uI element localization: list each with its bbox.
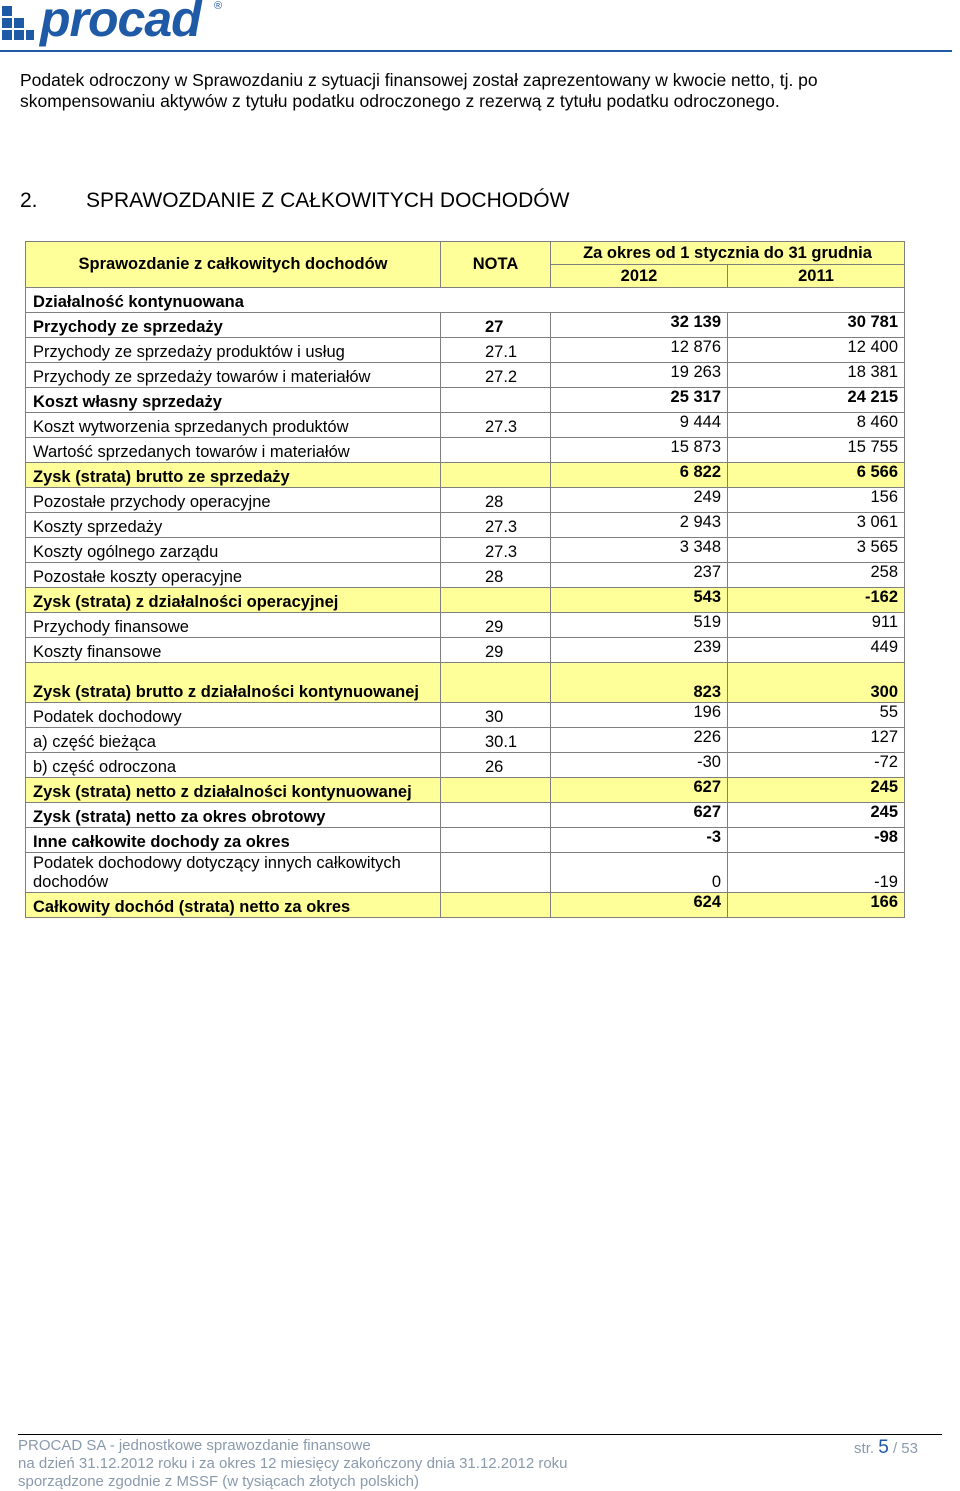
table-row <box>26 313 905 338</box>
row-label: Zysk (strata) z działalności operacyjnej <box>26 588 441 613</box>
row-value-2011: 156 <box>728 488 905 513</box>
table-row <box>26 563 905 588</box>
row-value-2012: 3 348 <box>551 538 728 563</box>
row-value-2012: 237 <box>551 563 728 588</box>
row-label: Zysk (strata) netto za okres obrotowy <box>26 803 441 828</box>
row-label: Pozostałe przychody operacyjne <box>26 488 441 513</box>
table-row <box>26 413 905 438</box>
row-label: Całkowity dochód (strata) netto za okres <box>26 893 441 918</box>
table-row <box>26 828 905 853</box>
row-value-2011: 127 <box>728 728 905 753</box>
procad-logo-icon <box>0 2 36 42</box>
row-value-2011: 12 400 <box>728 338 905 363</box>
intro-paragraph: Podatek odroczony w Sprawozdaniu z sytuacji finansowej został zaprezentowany w kwocie netto, tj. po skompensowaniu aktywów z tytułu podatku odroczonego z rezerwą z tytułu podatku odroczonego. <box>20 70 818 111</box>
row-value-2012: 196 <box>551 703 728 728</box>
row-label: Inne całkowite dochody za okres <box>26 828 441 853</box>
row-nota: 27.3 <box>441 538 551 563</box>
table-row <box>26 803 905 828</box>
row-nota: 27.3 <box>441 513 551 538</box>
row-value-2011: 3 061 <box>728 513 905 538</box>
row-value-2011: 55 <box>728 703 905 728</box>
section-heading: SPRAWOZDANIE Z CAŁKOWITYCH DOCHODÓW <box>86 189 570 212</box>
row-label: a) część bieżąca <box>26 728 441 753</box>
row-nota <box>441 663 551 703</box>
row-value-2011: -162 <box>728 588 905 613</box>
row-value-2012: 19 263 <box>551 363 728 388</box>
table-row <box>26 613 905 638</box>
footer-line-2: na dzień 31.12.2012 roku i za okres 12 miesięcy zakończony dnia 31.12.2012 roku <box>18 1455 568 1472</box>
row-label: Koszt własny sprzedaży <box>26 388 441 413</box>
row-label: Zysk (strata) brutto z działalności kontynuowanej <box>26 663 441 703</box>
row-value-2012: 0 <box>551 853 728 893</box>
row-nota <box>441 803 551 828</box>
row-value-2012: 226 <box>551 728 728 753</box>
footer-line-1: PROCAD SA - jednostkowe sprawozdanie finansowe <box>18 1437 371 1454</box>
page-prefix: str. <box>854 1440 875 1457</box>
row-label: Pozostałe koszty operacyjne <box>26 563 441 588</box>
table-row <box>26 703 905 728</box>
row-label: Podatek dochodowy dotyczący innych całkowitych dochodów <box>26 853 441 893</box>
row-value-2012: 624 <box>551 893 728 918</box>
procad-logo <box>0 0 240 48</box>
row-value-2011: 24 215 <box>728 388 905 413</box>
row-value-2011: -98 <box>728 828 905 853</box>
table-row <box>26 463 905 488</box>
row-nota: 28 <box>441 563 551 588</box>
row-nota <box>441 463 551 488</box>
row-value-2011: 911 <box>728 613 905 638</box>
row-value-2012: 9 444 <box>551 413 728 438</box>
row-value-2011: 449 <box>728 638 905 663</box>
brand-name: procad <box>40 0 201 47</box>
row-value-2011: 30 781 <box>728 313 905 338</box>
row-label: Koszty ogólnego zarządu <box>26 538 441 563</box>
row-value-2012: -3 <box>551 828 728 853</box>
row-value-2012: 519 <box>551 613 728 638</box>
row-value-2011: 3 565 <box>728 538 905 563</box>
row-label: Koszt wytworzenia sprzedanych produktów <box>26 413 441 438</box>
table-row <box>26 753 905 778</box>
table-row <box>26 893 905 918</box>
row-nota: 26 <box>441 753 551 778</box>
row-value-2012: 15 873 <box>551 438 728 463</box>
header-period: Za okres od 1 stycznia do 31 grudnia <box>551 242 905 265</box>
table-row <box>26 638 905 663</box>
row-nota <box>441 893 551 918</box>
header-statement: Sprawozdanie z całkowitych dochodów <box>26 242 441 288</box>
row-value-2012: 12 876 <box>551 338 728 363</box>
table-row <box>26 538 905 563</box>
row-value-2011: 245 <box>728 803 905 828</box>
row-value-2011: 6 566 <box>728 463 905 488</box>
row-value-2012: 249 <box>551 488 728 513</box>
row-value-2012: 32 139 <box>551 313 728 338</box>
page-current: 5 <box>878 1437 889 1458</box>
row-label: Zysk (strata) netto z działalności kontynuowanej <box>26 778 441 803</box>
income-statement-table <box>25 241 905 918</box>
row-nota <box>441 388 551 413</box>
row-value-2012: 823 <box>551 663 728 703</box>
table-row <box>26 853 905 893</box>
row-value-2012: -30 <box>551 753 728 778</box>
row-nota: 30 <box>441 703 551 728</box>
table-row <box>26 663 905 703</box>
header-rule <box>0 50 952 52</box>
row-nota: 29 <box>441 638 551 663</box>
section-label: Działalność kontynuowana <box>26 288 905 313</box>
row-value-2011: 15 755 <box>728 438 905 463</box>
row-label: Przychody ze sprzedaży <box>26 313 441 338</box>
row-label: Wartość sprzedanych towarów i materiałów <box>26 438 441 463</box>
row-nota: 30.1 <box>441 728 551 753</box>
row-value-2011: 300 <box>728 663 905 703</box>
table-row <box>26 388 905 413</box>
row-value-2011: 245 <box>728 778 905 803</box>
row-nota <box>441 778 551 803</box>
table-row <box>26 728 905 753</box>
row-value-2011: 258 <box>728 563 905 588</box>
table-row <box>26 513 905 538</box>
row-value-2011: -72 <box>728 753 905 778</box>
table-row <box>26 778 905 803</box>
header-year-2011: 2011 <box>728 265 905 288</box>
row-value-2012: 239 <box>551 638 728 663</box>
footer <box>18 1437 918 1491</box>
row-nota <box>441 588 551 613</box>
footer-line-3: sporządzone zgodnie z MSSF (w tysiącach złotych polskich) <box>18 1473 420 1490</box>
page-total: / 53 <box>892 1440 918 1457</box>
header-year-2012: 2012 <box>551 265 728 288</box>
row-value-2011: 8 460 <box>728 413 905 438</box>
row-value-2011: 166 <box>728 893 905 918</box>
row-value-2012: 6 822 <box>551 463 728 488</box>
row-label: b) część odroczona <box>26 753 441 778</box>
row-label: Koszty finansowe <box>26 638 441 663</box>
row-label: Przychody finansowe <box>26 613 441 638</box>
brand-registered-mark: ® <box>214 0 223 12</box>
row-nota: 27.3 <box>441 413 551 438</box>
row-label: Przychody ze sprzedaży produktów i usług <box>26 338 441 363</box>
row-label: Zysk (strata) brutto ze sprzedaży <box>26 463 441 488</box>
table-row <box>26 588 905 613</box>
row-nota: 29 <box>441 613 551 638</box>
row-nota <box>441 853 551 893</box>
section-title <box>20 188 569 214</box>
table-row <box>26 488 905 513</box>
row-nota: 27.1 <box>441 338 551 363</box>
row-value-2011: 18 381 <box>728 363 905 388</box>
row-value-2012: 543 <box>551 588 728 613</box>
row-nota: 28 <box>441 488 551 513</box>
row-label: Koszty sprzedaży <box>26 513 441 538</box>
row-nota: 27.2 <box>441 363 551 388</box>
row-nota <box>441 828 551 853</box>
section-row <box>26 288 905 313</box>
row-nota <box>441 438 551 463</box>
row-label: Przychody ze sprzedaży towarów i materiałów <box>26 363 441 388</box>
table-row <box>26 363 905 388</box>
row-label: Podatek dochodowy <box>26 703 441 728</box>
table-header-row <box>26 242 905 265</box>
table-row <box>26 438 905 463</box>
row-value-2012: 2 943 <box>551 513 728 538</box>
table-row <box>26 338 905 363</box>
row-value-2012: 627 <box>551 778 728 803</box>
footer-rule <box>18 1434 942 1435</box>
row-nota: 27 <box>441 313 551 338</box>
row-value-2011: -19 <box>728 853 905 893</box>
page-number <box>854 1437 918 1459</box>
row-value-2012: 25 317 <box>551 388 728 413</box>
header-nota: NOTA <box>441 242 551 288</box>
row-value-2012: 627 <box>551 803 728 828</box>
section-number: 2. <box>20 189 38 212</box>
